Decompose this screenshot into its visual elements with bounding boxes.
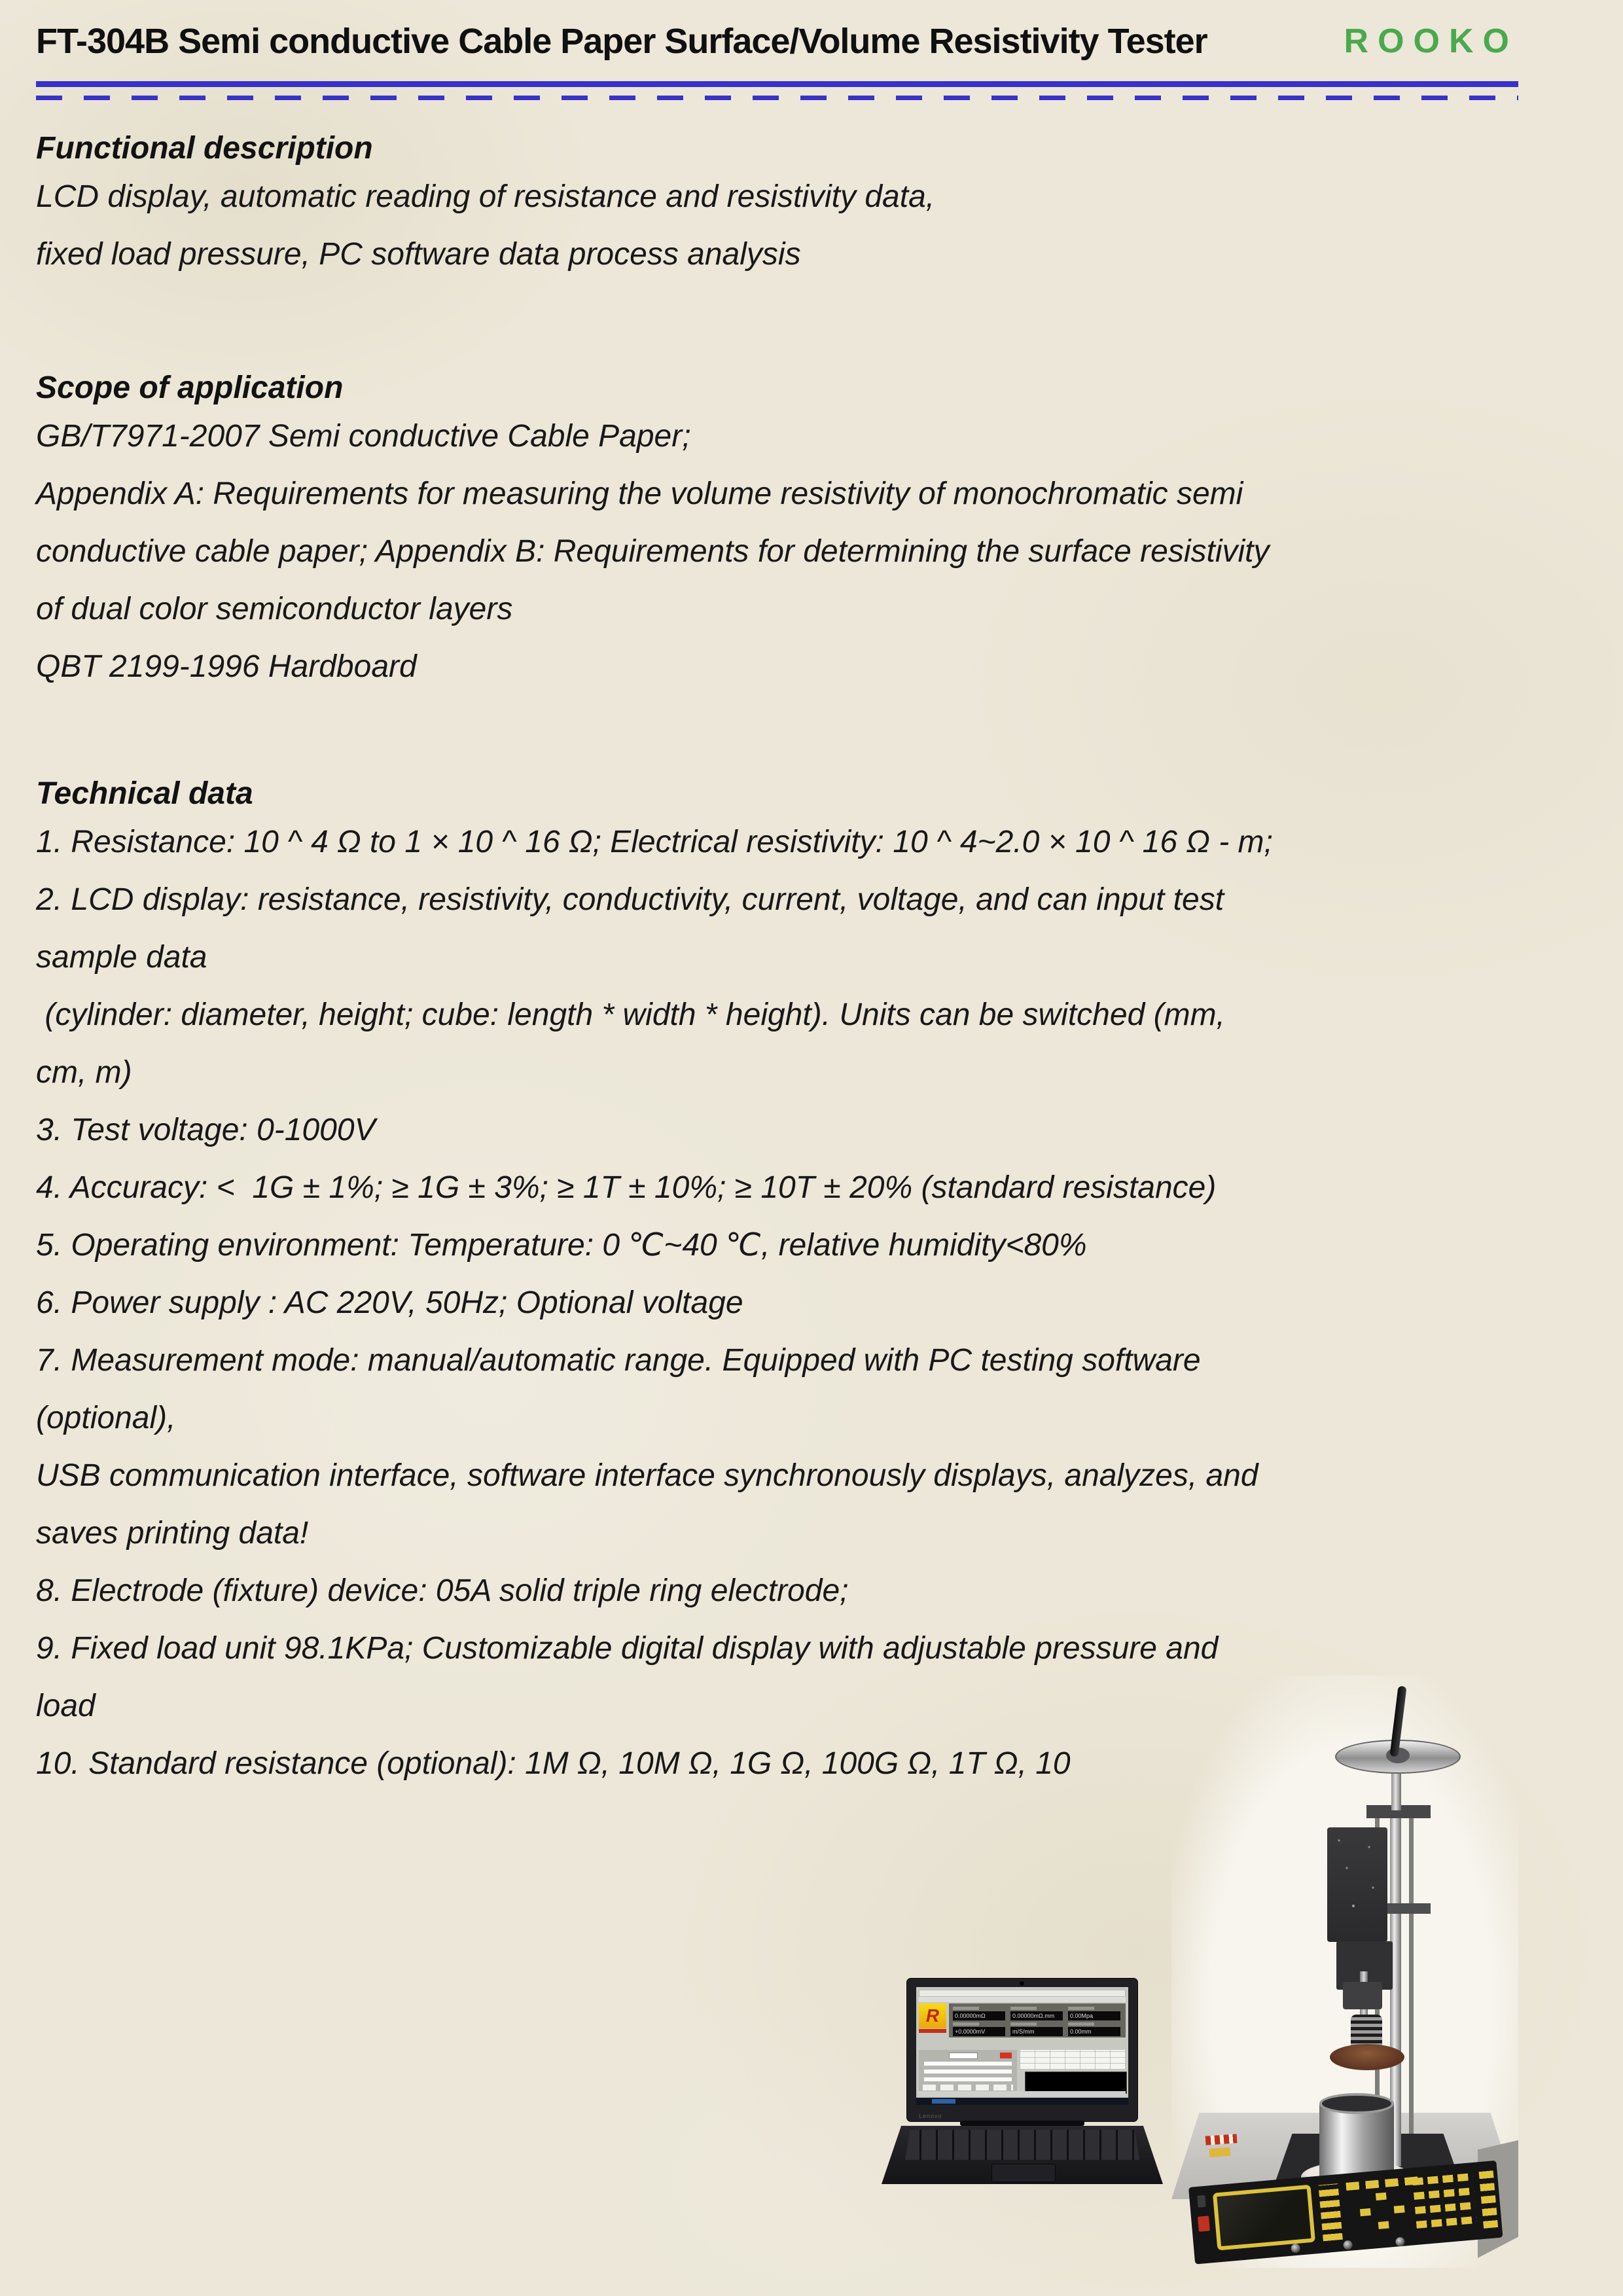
text-line: 2. LCD display: resistance, resistivity, conductivity, current, voltage, and can input test bbox=[36, 882, 1224, 917]
arrow-left-key bbox=[1360, 2208, 1371, 2216]
software-logo: R bbox=[919, 2003, 946, 2028]
numeric-key-row bbox=[1414, 2187, 1474, 2200]
arrow-down-key bbox=[1378, 2221, 1389, 2229]
text-line: cm, m) bbox=[36, 1055, 132, 1090]
windows-taskbar bbox=[916, 2098, 1128, 2105]
laptop-brand-label: Lenovo bbox=[919, 2113, 942, 2119]
touchpad bbox=[991, 2164, 1056, 2182]
webcam-icon bbox=[1020, 1981, 1024, 1986]
action-buttons-row bbox=[923, 2085, 1013, 2090]
readout-speed: m/S/mm bbox=[1010, 2022, 1063, 2037]
brand-logo: ROOKO bbox=[1344, 22, 1518, 60]
title-underline-dashed bbox=[36, 96, 1518, 100]
text-line: of dual color semiconductor layers bbox=[36, 592, 513, 626]
electrode-arm bbox=[1343, 1982, 1382, 2009]
text-line: 10. Standard resistance (optional): 1M Ω, 10M Ω, 1G Ω, 100G Ω, 1T Ω, 10 bbox=[36, 1746, 1071, 1781]
laptop-keyboard-deck bbox=[882, 2126, 1163, 2184]
range-combobox bbox=[949, 2053, 978, 2059]
readout-resistivity: 0.00000mΩ.mm bbox=[1010, 2007, 1063, 2021]
enter-key-column bbox=[1479, 2170, 1499, 2229]
power-switch bbox=[1197, 2195, 1206, 2208]
readout-label bbox=[953, 2007, 979, 2010]
laptop-screen bbox=[916, 1987, 1128, 2105]
software-control-pane bbox=[919, 2050, 1017, 2093]
text-line: conductive cable paper; Appendix B: Requirements for determining the surface resistivity bbox=[36, 534, 1270, 569]
numeric-key-row bbox=[1416, 2216, 1477, 2229]
ring-electrode-top bbox=[1319, 2093, 1394, 2114]
text-line: (optional), bbox=[36, 1401, 176, 1435]
readout-pressure: 0.00Mpa bbox=[1068, 2007, 1120, 2021]
text-line: saves printing data! bbox=[36, 1516, 309, 1551]
readout-label bbox=[1010, 2007, 1037, 2010]
readout-panel bbox=[949, 2003, 1126, 2037]
readout-label bbox=[1068, 2022, 1094, 2026]
page-title: FT-304B Semi conductive Cable Paper Surface/Volume Resistivity Tester bbox=[36, 22, 1207, 61]
text-line: (cylinder: diameter, height; cube: length * width * height). Units can be switched (mm, bbox=[36, 997, 1225, 1032]
section-heading-technical: Technical data bbox=[36, 776, 253, 811]
bnc-connector bbox=[1395, 2237, 1405, 2247]
upper-electrode-disc bbox=[1330, 2044, 1404, 2070]
arrow-up-key bbox=[1376, 2193, 1387, 2200]
text-line: 6. Power supply : AC 220V, 50Hz; Optional voltage bbox=[36, 1285, 743, 1320]
section-heading-scope: Scope of application bbox=[36, 370, 344, 405]
text-line: USB communication interface, software interface synchronously displays, analyzes, and bbox=[36, 1458, 1258, 1493]
text-line: 8. Electrode (fixture) device: 05A solid triple ring electrode; bbox=[36, 1573, 849, 1608]
text-line: 3. Test voltage: 0-1000V bbox=[36, 1113, 376, 1147]
readout-displacement: 0.00mm bbox=[1068, 2022, 1120, 2037]
guide-rod bbox=[1409, 1816, 1414, 2134]
header bbox=[36, 17, 1518, 65]
arrow-right-key bbox=[1394, 2205, 1405, 2213]
readout-resistance: 0.00000mΩ bbox=[953, 2007, 1005, 2021]
software-logo-underline bbox=[919, 2029, 946, 2033]
input-fields bbox=[924, 2062, 1012, 2081]
laptop-lid bbox=[906, 1978, 1138, 2122]
tester-lcd-screen bbox=[1213, 2185, 1315, 2251]
text-line: LCD display, automatic reading of resistance and resistivity data, bbox=[36, 179, 935, 214]
readout-label bbox=[1010, 2022, 1037, 2026]
text-line: Appendix A: Requirements for measuring the volume resistivity of monochromatic semi bbox=[36, 476, 1243, 511]
function-key-column bbox=[1318, 2183, 1342, 2241]
title-underline-solid bbox=[36, 81, 1518, 87]
text-line: 9. Fixed load unit 98.1KPa; Customizable digital display with adjustable pressure and bbox=[36, 1631, 1219, 1666]
laptop-hinge bbox=[960, 2121, 1084, 2126]
text-line: fixed load pressure, PC software data process analysis bbox=[36, 237, 801, 272]
text-line: 7. Measurement mode: manual/automatic range. Equipped with PC testing software bbox=[36, 1343, 1201, 1378]
bnc-connector bbox=[1291, 2244, 1300, 2253]
waveform-display bbox=[1025, 2072, 1127, 2094]
text-line: sample data bbox=[36, 940, 207, 975]
software-titlebar bbox=[919, 1990, 1126, 1997]
text-line: QBT 2199-1996 Hardboard bbox=[36, 649, 417, 684]
text-line: 5. Operating environment: Temperature: 0 ℃~40 ℃, relative humidity<80% bbox=[36, 1228, 1087, 1263]
text-line: 4. Accuracy: < 1G ± 1%; ≥ 1G ± 3%; ≥ 1T ± 10%; ≥ 10T ± 20% (standard resistance) bbox=[36, 1170, 1217, 1205]
text-line: GB/T7971-2007 Semi conductive Cable Paper; bbox=[36, 419, 691, 454]
readout-label bbox=[953, 2022, 979, 2026]
power-button bbox=[1198, 2215, 1210, 2231]
laptop-photo bbox=[882, 1978, 1163, 2184]
readout-label bbox=[1068, 2007, 1094, 2010]
software-menubar bbox=[919, 1997, 1126, 2002]
taskbar-app-button bbox=[932, 2099, 955, 2104]
keyboard-keys bbox=[905, 2130, 1139, 2160]
chart-grid bbox=[1020, 2050, 1126, 2070]
slide-bracket bbox=[1327, 1827, 1387, 1942]
caution-sticker bbox=[1209, 2147, 1231, 2157]
text-line: 1. Resistance: 10 ^ 4 Ω to 1 × 10 ^ 16 Ω; Electrical resistivity: 10 ^ 4~2.0 × 10 ^ 16 Ω - m; bbox=[36, 825, 1273, 859]
bnc-connector bbox=[1343, 2240, 1353, 2250]
start-button bbox=[1000, 2053, 1012, 2058]
numeric-key-row bbox=[1412, 2173, 1473, 2185]
page-content bbox=[36, 17, 1571, 1793]
text-line: load bbox=[36, 1689, 96, 1723]
readout-voltage: +0.0000mV bbox=[953, 2022, 1005, 2037]
software-statusbar bbox=[919, 2091, 1126, 2096]
section-heading-functional: Functional description bbox=[36, 131, 373, 166]
numeric-key-row bbox=[1415, 2202, 1476, 2214]
